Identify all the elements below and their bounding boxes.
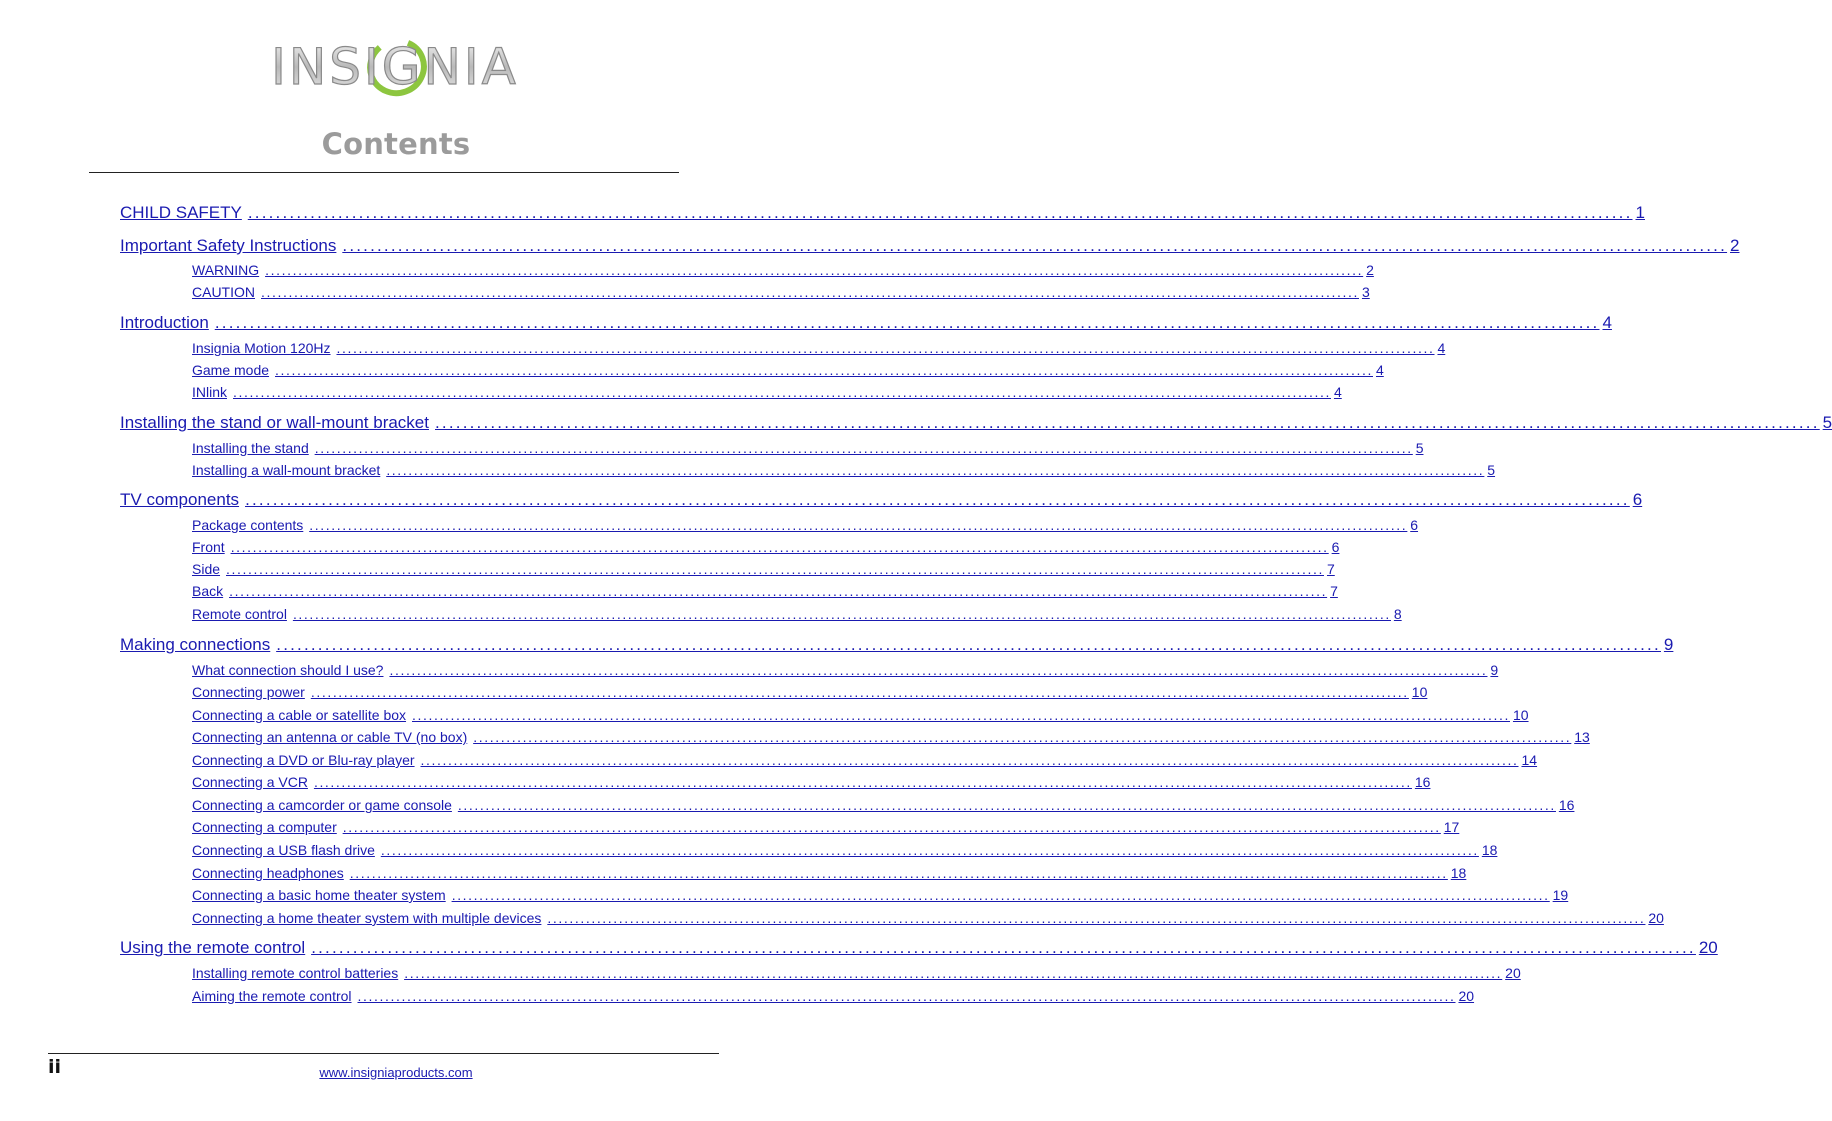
toc-page-number: 5 [1822,413,1832,432]
toc-page-number: 20 [1698,938,1718,957]
toc-page-number: 9 [1663,635,1674,654]
toc-entry-label: Connecting a camcorder or game console [192,797,452,813]
toc-page-number: 16 [1414,774,1431,790]
toc-dot-leader: ........................................................................................................................................................................................................ [380,842,1479,858]
toc-dot-leader: ........................................................................................................................................................................................................ [547,910,1646,926]
toc-entry-label: Insignia Motion 120Hz [192,340,331,356]
toc-section-link[interactable] [120,203,1645,223]
toc-entry-label: Installing remote control batteries [192,965,399,981]
toc-page-number: 10 [1512,707,1529,723]
toc-page-number: 16 [1558,797,1575,813]
toc-page-number: 6 [1410,517,1419,533]
toc-entry-label: Connecting a basic home theater system [192,887,446,903]
toc-page-number: 7 [1326,561,1335,577]
toc-page-number: 1 [1635,203,1645,222]
toc-subsection-link[interactable] [192,752,1538,768]
toc-entry-label: Connecting a home theater system with multiple devices [192,910,542,926]
toc-page-number: 13 [1574,729,1590,745]
toc-page-number: 18 [1450,865,1467,881]
toc-dot-leader: ........................................................................................................................................................................................................ [451,887,1550,903]
toc-subsection-link[interactable] [192,384,1342,400]
toc-dot-leader: ........................................................................................................................................................................................................ [314,440,1413,456]
toc-dot-leader: ........................................................................................................................................................................................................ [292,606,1391,622]
toc-dot-leader: ........................................................................................................................................................................................................ [233,384,1331,400]
toc-subsection-link[interactable] [192,440,1424,456]
toc-dot-leader: ........................................................................................................................................................................................................ [435,413,1820,432]
toc-entry-label: Front [192,539,225,555]
toc-entry-label: Connecting headphones [192,865,344,881]
toc-subsection-link[interactable] [192,865,1467,881]
toc-dot-leader: ........................................................................................................................................................................................................ [265,262,1364,278]
toc-entry-label: CAUTION [192,284,255,300]
toc-subsection-link[interactable] [192,517,1419,533]
toc-subsection-link[interactable] [192,988,1475,1004]
toc-subsection-link[interactable] [192,606,1402,622]
toc-entry-label: Installing a wall-mount bracket [192,462,381,478]
toc-subsection-link[interactable] [192,819,1460,835]
toc-entry-label: Remote control [192,606,287,622]
toc-subsection-link[interactable] [192,561,1335,577]
toc-page-number: 5 [1415,440,1424,456]
toc-dot-leader: ........................................................................................................................................................................................................ [313,774,1412,790]
toc-page-number: 18 [1481,842,1498,858]
toc-dot-leader: ........................................................................................................................................................................................................ [275,362,1373,378]
toc-page-number: 5 [1487,462,1496,478]
toc-dot-leader: ........................................................................................................................................................................................................ [309,517,1408,533]
toc-subsection-link[interactable] [192,684,1428,700]
toc-dot-leader: ........................................................................................................................................................................................................ [276,635,1661,654]
toc-page-number: 7 [1330,583,1338,599]
toc-page-number: 10 [1411,684,1428,700]
insignia-logo [250,34,540,100]
toc-page-number: 4 [1437,340,1446,356]
toc-dot-leader: ........................................................................................................................................................................................................ [386,462,1485,478]
toc-page-number: 2 [1366,262,1374,278]
toc-dot-leader: ........................................................................................................................................................................................................ [342,819,1441,835]
toc-entry-label: Aiming the remote control [192,988,352,1004]
toc-dot-leader: ........................................................................................................................................................................................................ [389,662,1488,678]
toc-entry-label: Back [192,583,224,599]
toc-entry-label: Side [192,561,221,577]
toc-entry-label: Connecting a VCR [192,774,308,790]
toc-entry-label: Making connections [120,635,271,654]
toc-subsection-link[interactable] [192,340,1446,356]
toc-subsection-link[interactable] [192,797,1575,813]
toc-dot-leader: ........................................................................................................................................................................................................ [214,313,1600,332]
toc-dot-leader: ........................................................................................................................................................................................................ [342,236,1728,255]
toc-entry-label: Connecting a DVD or Blu-ray player [192,752,415,768]
toc-dot-leader: ........................................................................................................................................................................................................ [230,539,1329,555]
toc-page-number: 3 [1361,284,1370,300]
toc-page-number: 4 [1602,313,1612,332]
toc-page-number: 6 [1632,490,1643,509]
toc-subsection-link[interactable] [192,539,1340,555]
toc-page-number: 4 [1375,362,1384,378]
toc-entry-label: WARNING [192,262,260,278]
toc-dot-leader: ........................................................................................................................................................................................................ [310,684,1409,700]
toc-page-number: 20 [1648,910,1664,926]
toc-entry-label: Connecting a USB flash drive [192,842,375,858]
toc-page-number: 2 [1730,236,1740,255]
toc-page-number: 8 [1393,606,1402,622]
toc-dot-leader: ........................................................................................................................................................................................................ [247,203,1633,222]
toc-entry-label: INlink [192,384,228,400]
toc-dot-leader: ........................................................................................................................................................................................................ [412,707,1510,723]
toc-page-number: 14 [1521,752,1538,768]
toc-section-link[interactable] [120,236,1740,256]
toc-entry-label: Connecting a cable or satellite box [192,707,407,723]
toc-page-number: 9 [1490,662,1499,678]
toc-subsection-link[interactable] [192,729,1590,745]
toc-entry-label: CHILD SAFETY [120,203,242,222]
toc-entry-label: Package contents [192,517,304,533]
toc-page-number: 4 [1333,384,1342,400]
toc-entry-label: Connecting power [192,684,305,700]
toc-subsection-link[interactable] [192,583,1338,599]
toc-subsection-link[interactable] [192,965,1521,981]
toc-dot-leader: ........................................................................................................................................................................................................ [226,561,1324,577]
toc-subsection-link[interactable] [192,842,1498,858]
toc-section-link[interactable] [120,635,1674,655]
toc-dot-leader: ........................................................................................................................................................................................................ [261,284,1359,300]
footer-url-link[interactable]: www.insigniaproducts.com [319,1065,473,1080]
toc-subsection-link[interactable] [192,284,1370,300]
toc-entry-label: Using the remote control [120,938,306,957]
toc-section-link[interactable] [120,490,1643,510]
toc-dot-leader: ........................................................................................................................................................................................................ [336,340,1435,356]
toc-subsection-link[interactable] [192,662,1499,678]
toc-section-link[interactable] [120,413,1832,433]
page-title: Contents [321,127,471,161]
toc-dot-leader: ........................................................................................................................................................................................................ [357,988,1456,1004]
toc-subsection-link[interactable] [192,707,1529,723]
toc-section-link[interactable] [120,313,1612,333]
toc-entry-label: Important Safety Instructions [120,236,337,255]
toc-entry-label: Game mode [192,362,270,378]
toc-dot-leader: ........................................................................................................................................................................................................ [311,938,1696,957]
toc-entry-label: What connection should I use? [192,662,384,678]
toc-subsection-link[interactable] [192,887,1569,903]
toc-subsection-link[interactable] [192,362,1384,378]
title-divider [89,172,679,173]
footer-divider [48,1053,719,1054]
toc-entry-label: Connecting a computer [192,819,337,835]
toc-dot-leader: ........................................................................................................................................................................................................ [404,965,1503,981]
toc-entry-label: Connecting an antenna or cable TV (no box) [192,729,468,745]
toc-subsection-link[interactable] [192,910,1664,926]
toc-dot-leader: ........................................................................................................................................................................................................ [457,797,1556,813]
toc-entry-label: Installing the stand or wall-mount bracket [120,413,429,432]
toc-subsection-link[interactable] [192,262,1374,278]
toc-page-number: 19 [1552,887,1569,903]
toc-page-number: 20 [1505,965,1521,981]
toc-entry-label: TV components [120,490,240,509]
logo-wordmark: INSIGNIA [271,38,519,96]
toc-dot-leader: ........................................................................................................................................................................................................ [229,583,1328,599]
toc-subsection-link[interactable] [192,462,1496,478]
toc-section-link[interactable] [120,938,1718,958]
toc-entry-label: Introduction [120,313,209,332]
toc-entry-label: Installing the stand [192,440,309,456]
toc-dot-leader: ........................................................................................................................................................................................................ [473,729,1572,745]
toc-dot-leader: ........................................................................................................................................................................................................ [349,865,1448,881]
toc-dot-leader: ........................................................................................................................................................................................................ [245,490,1630,509]
toc-page-number: 20 [1458,988,1475,1004]
toc-page-number: 6 [1331,539,1340,555]
toc-page-number: 17 [1443,819,1460,835]
toc-subsection-link[interactable] [192,774,1431,790]
toc-dot-leader: ........................................................................................................................................................................................................ [420,752,1519,768]
page-number: ii [48,1056,62,1078]
